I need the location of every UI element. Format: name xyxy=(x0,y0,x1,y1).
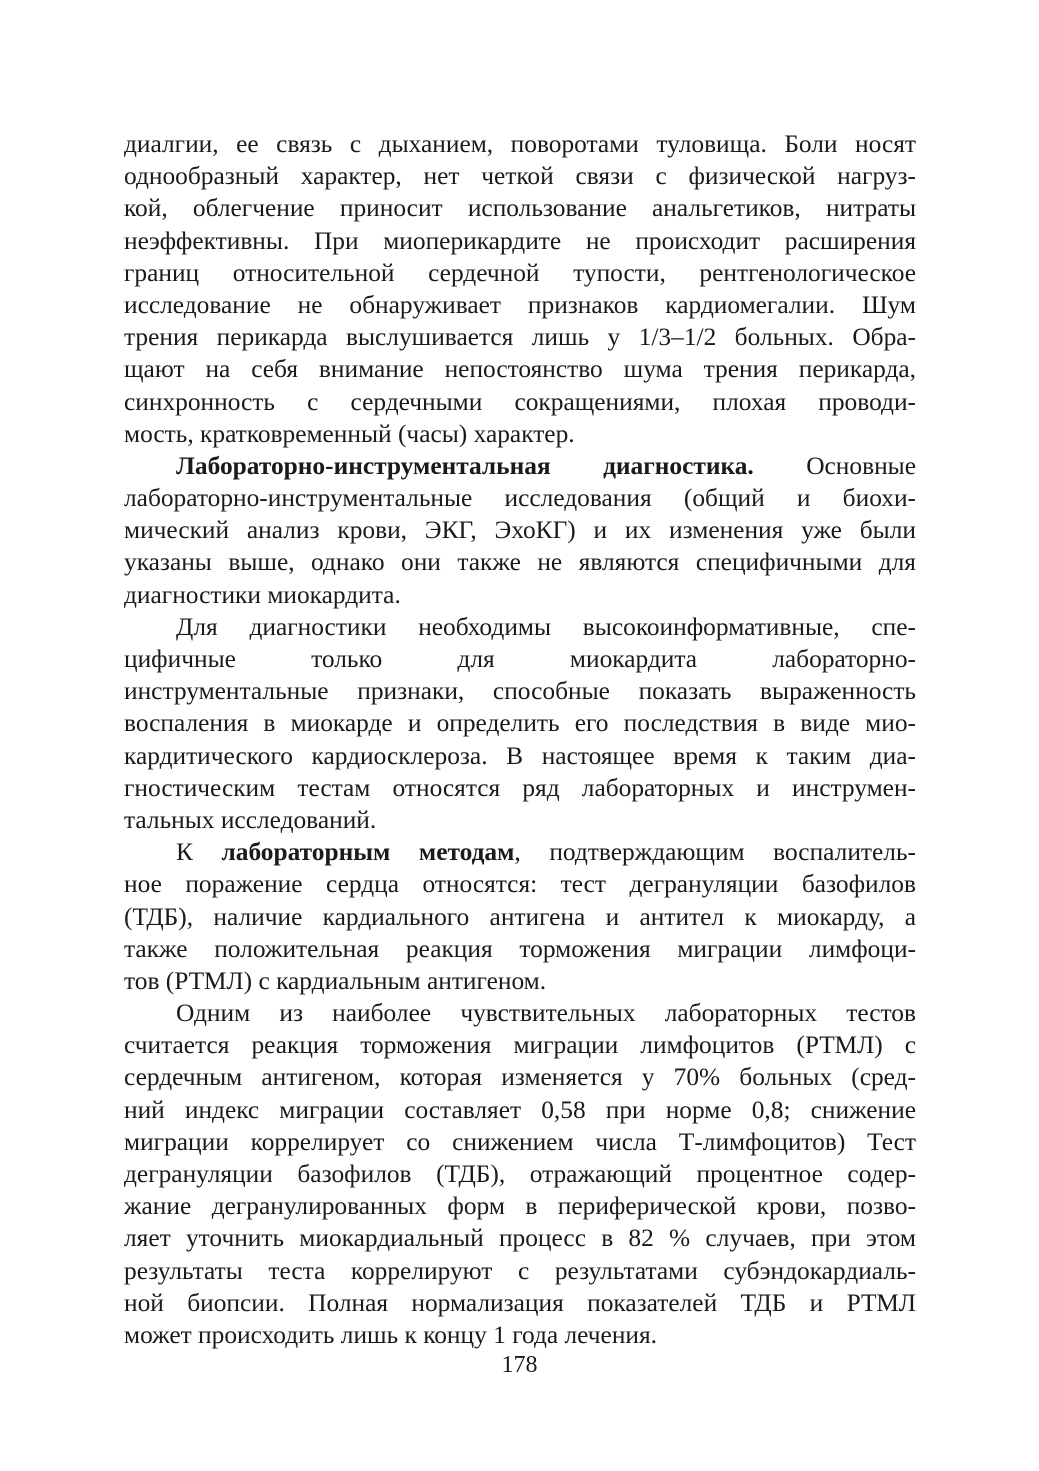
text-line: кой, облегчение приносит использование анальгетиков, нитраты xyxy=(124,194,916,223)
text-line: результаты теста коррелируют с результатами субэндокардиаль- xyxy=(124,1256,916,1285)
text-line: мический анализ крови, ЭКГ, ЭхоКГ) и их изменения уже были xyxy=(124,516,916,545)
text-line: ний индекс миграции составляет 0,58 при норме 0,8; снижение xyxy=(124,1095,916,1124)
text-line: тальных исследований. xyxy=(124,805,377,834)
text-line: цифичные только для миокардита лабораторно- xyxy=(124,645,916,673)
text-line: кардитического кардиосклероза. В настоящее время к таким диа- xyxy=(124,741,916,770)
text-line: тов (РТМЛ) с кардиальным антигеном. xyxy=(124,966,547,995)
text-line: (ТДБ), наличие кардиального антигена и антител к миокарду, а xyxy=(124,902,916,931)
text-line: мость, кратковременный (часы) характер. xyxy=(124,419,575,448)
text-line: считается реакция торможения миграции лимфоцитов (РТМЛ) с xyxy=(124,1031,916,1060)
text-line: однообразный характер, нет четкой связи с физической нагруз- xyxy=(124,162,916,191)
text-line: указаны выше, однако они также не являются специфичными для xyxy=(124,548,916,577)
text-line xyxy=(124,836,916,868)
text-line: жание дегранулированных форм в периферической крови, позво- xyxy=(124,1192,916,1221)
text-line: синхронность с сердечными сокращениями, плохая проводи- xyxy=(124,387,916,416)
text-line: неэффективны. При миоперикардите не происходит расширения xyxy=(124,226,916,255)
text-line: сердечным антигеном, которая изменяется у 70% больных (сред- xyxy=(124,1063,916,1092)
text-fragment: , подтверждающим воспалитель- xyxy=(514,838,916,867)
page-number: 178 xyxy=(501,1352,538,1378)
emphasis-text: лабораторным методам xyxy=(221,838,515,867)
text-line: границ относительной сердечной тупости, рентгенологическое xyxy=(124,258,916,287)
text-line xyxy=(124,450,916,482)
text-line: ной биопсии. Полная нормализация показателей ТДБ и РТМЛ xyxy=(124,1288,916,1317)
text-line: диалгии, ее связь с дыханием, поворотами туловища. Боли носят xyxy=(124,130,916,158)
text-line: трения перикарда выслушивается лишь у 1/3–1/2 больных. Обра- xyxy=(124,323,916,352)
text-line: миграции коррелирует со снижением числа Т-лимфоцитов) Тест xyxy=(124,1127,916,1156)
text-line: гностическим тестам относятся ряд лабораторных и инструмен- xyxy=(124,773,916,802)
text-line: также положительная реакция торможения миграции лимфоци- xyxy=(124,934,916,963)
section-heading: Лабораторно-инструментальная диагностика. xyxy=(176,451,754,480)
text-line: Для диагностики необходимы высокоинформативные, спе- xyxy=(176,612,916,641)
text-line: Одним из наиболее чувствительных лабораторных тестов xyxy=(176,999,916,1028)
text-line: инструментальные признаки, способные показать выраженность xyxy=(124,677,916,706)
text-line: лабораторно-инструментальные исследования (общий и биохи- xyxy=(124,484,916,513)
text-line: исследование не обнаруживает признаков кардиомегалии. Шум xyxy=(124,290,916,319)
text-line: может происходить лишь к концу 1 года лечения. xyxy=(124,1320,658,1349)
text-fragment: К xyxy=(176,838,222,867)
text-line: ное поражение сердца относятся: тест дегрануляции базофилов xyxy=(124,870,916,899)
text-line: щают на себя внимание непостоянство шума трения перикарда, xyxy=(124,355,916,384)
body-text xyxy=(124,128,916,1351)
text-line: дегрануляции базофилов (ТДБ), отражающий процентное содер- xyxy=(124,1160,916,1188)
text-line: диагностики миокардита. xyxy=(124,580,401,609)
text-line: ляет уточнить миокардиальный процесс в 82 % случаев, при этом xyxy=(124,1224,916,1253)
text-fragment: Основные xyxy=(753,451,916,480)
text-line: воспаления в миокарде и определить его последствия в виде мио- xyxy=(124,709,916,738)
